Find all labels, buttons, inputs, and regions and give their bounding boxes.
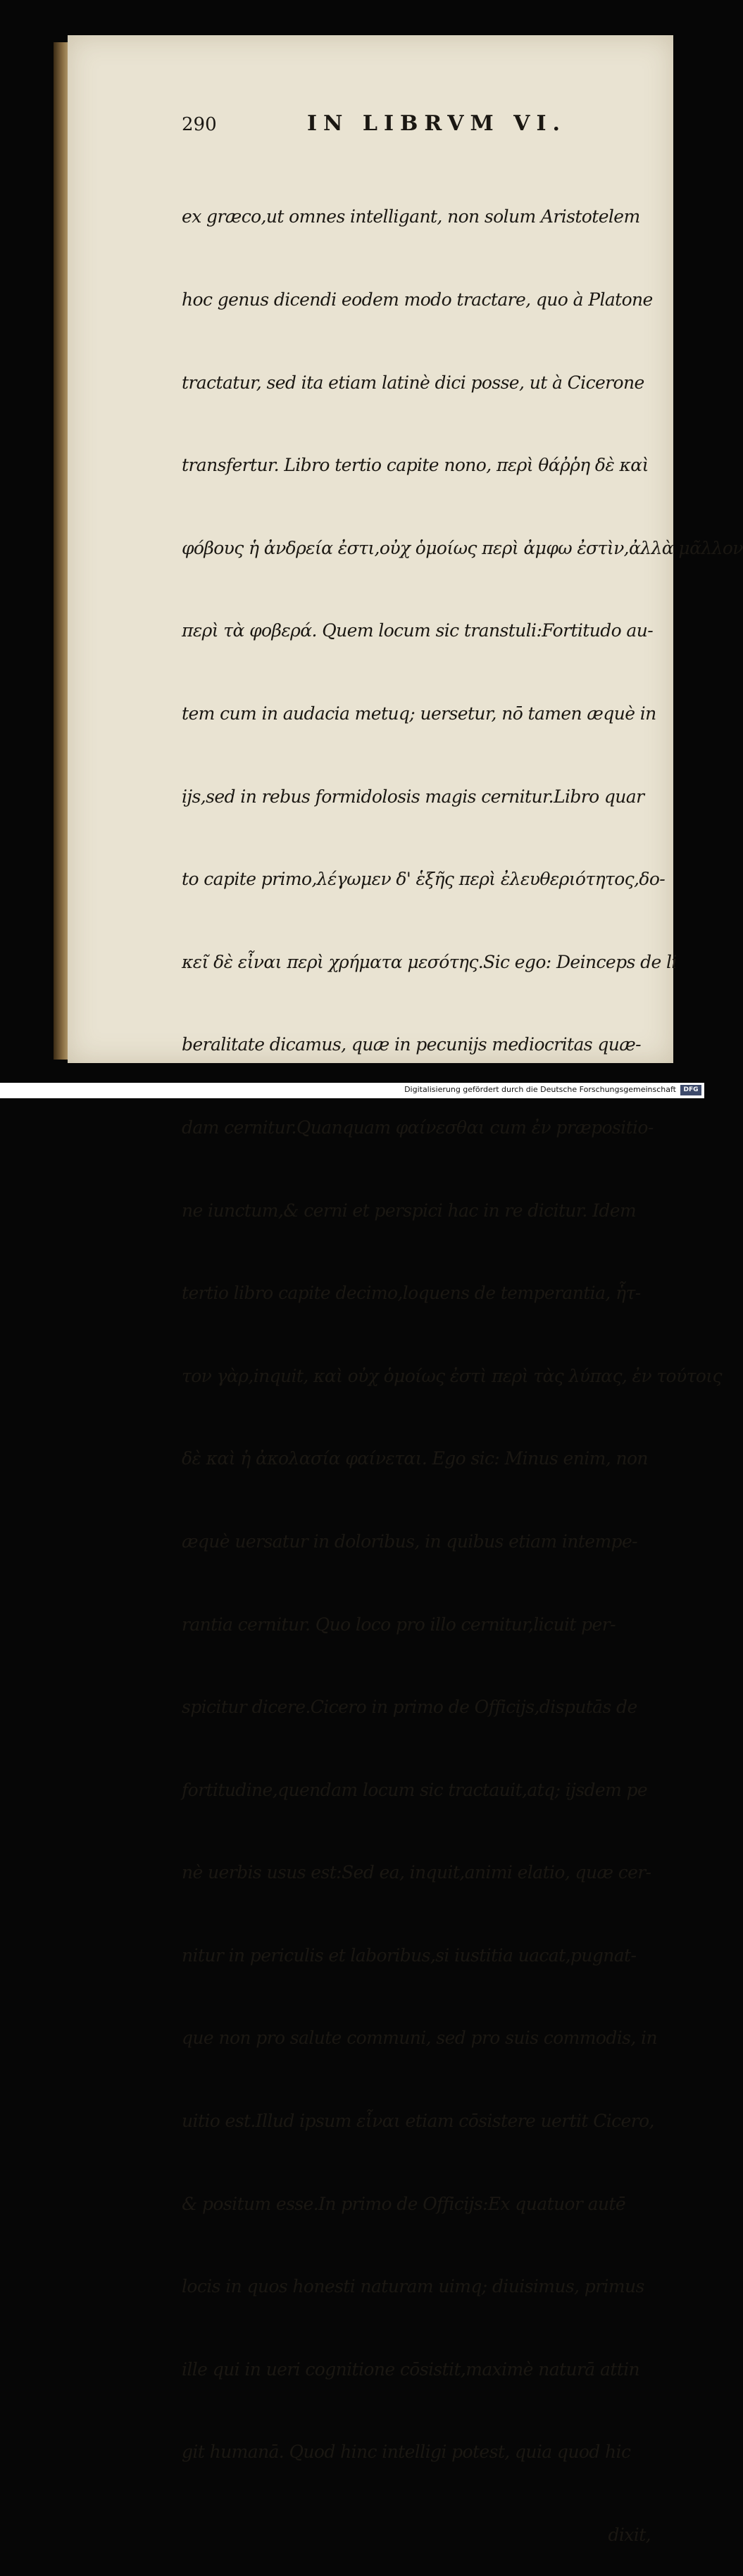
page-number: 290: [182, 114, 217, 135]
text-line: æquè uersatur in doloribus, in quibus etiam intempe-: [182, 1531, 637, 1552]
text-line: transfertur. Libro tertio capite nono, περὶ θάῤῥη δὲ καὶ: [182, 455, 649, 476]
text-line: git humanā. Quod hinc intelligi potest, quia quod hic: [182, 2442, 631, 2463]
text-line: ne iunctum,& cerni et perspici hac in re dicitur. Idem: [182, 1200, 637, 1221]
text-line: ex græco,ut omnes intelligant, non solum Aristotelem: [182, 206, 640, 227]
text-line: nè uerbis usus est:Sed ea, inquit,animi elatio, quæ cer-: [182, 1862, 651, 1883]
funding-credit: Digitalisierung gefördert durch die Deutsche Forschungsgemeinschaft: [404, 1085, 676, 1094]
text-line: to capite primo,λέγωμεν δ' ἑξῆς περὶ ἐλευθεριότητος,δο-: [182, 869, 666, 890]
catchword: dixit,: [608, 2525, 651, 2546]
text-line: hoc genus dicendi eodem modo tractare, quo à Platone: [182, 289, 653, 310]
book-gutter: [54, 42, 69, 1060]
text-line: τον γὰρ,inquit, καὶ οὐχ ὁμοίως ἐστὶ περὶ τὰς λύπας, ἐν τούτοις: [182, 1365, 722, 1386]
text-line: fortitudine,quendam locum sic tractauit,atq; ijsdem pe: [182, 1779, 648, 1800]
text-line: locis in quos honesti naturam uimq; diuisimus, primus: [182, 2276, 644, 2297]
text-line: κεῖ δὲ εἶναι περὶ χρήματα μεσότης.Sic ego: Deinceps de li: [182, 951, 677, 972]
text-line: dam cernitur.Quanquam φαίνεσθαι cum ἐν præpositio-: [182, 1117, 654, 1138]
dfg-logo-icon: DFG: [680, 1085, 701, 1095]
running-title: IN LIBRVM VI.: [307, 111, 566, 136]
text-line: tertio libro capite decimo,loquens de temperantia, ἧτ-: [182, 1283, 641, 1304]
footer-bar: [0, 1083, 704, 1098]
text-line: περὶ τὰ φοβερά. Quem locum sic transtuli:Fortitudo au-: [182, 620, 654, 641]
text-line: nitur in periculis et laboribus,si iustitia uacat,pugnat-: [182, 1944, 637, 1966]
text-line: tem cum in audacia metuq; uersetur, nō tamen æquè in: [182, 703, 656, 724]
text-line: ijs,sed in rebus formidolosis magis cernitur.Libro quar: [182, 786, 644, 807]
text-line: rantia cernitur. Quo loco pro illo cernitur,licuit per-: [182, 1614, 616, 1635]
text-line: φόβους ἡ ἀνδρεία ἐστι,οὐχ ὁμοίως περὶ ἀμφω ἐστὶν,ἀλλὰ μᾶλλον: [182, 537, 743, 558]
text-line: tractatur, sed ita etiam latinè dici posse, ut à Cicerone: [182, 372, 644, 393]
text-line: ille qui in ueri cognitione cōsistit,maximè naturā attin: [182, 2358, 640, 2380]
text-line: uitio est.Illud ipsum εἶναι etiam cōsistere uertit Cicero,: [182, 2111, 654, 2132]
text-line: que non pro salute communi, sed pro suis commodis, in: [182, 2028, 657, 2049]
page-header: [182, 111, 632, 139]
text-line: beralitate dicamus, quæ in pecunijs mediocritas quæ-: [182, 1034, 642, 1055]
text-line: spicitur dicere.Cicero in primo de Officijs,disputās de: [182, 1697, 637, 1718]
text-line: δὲ καὶ ἡ ἀκολασία φαίνεται. Ego sic: Minus enim, non: [182, 1448, 648, 1469]
text-line: & positum esse.In primo de Officijs:Ex quatuor autē: [182, 2193, 626, 2214]
